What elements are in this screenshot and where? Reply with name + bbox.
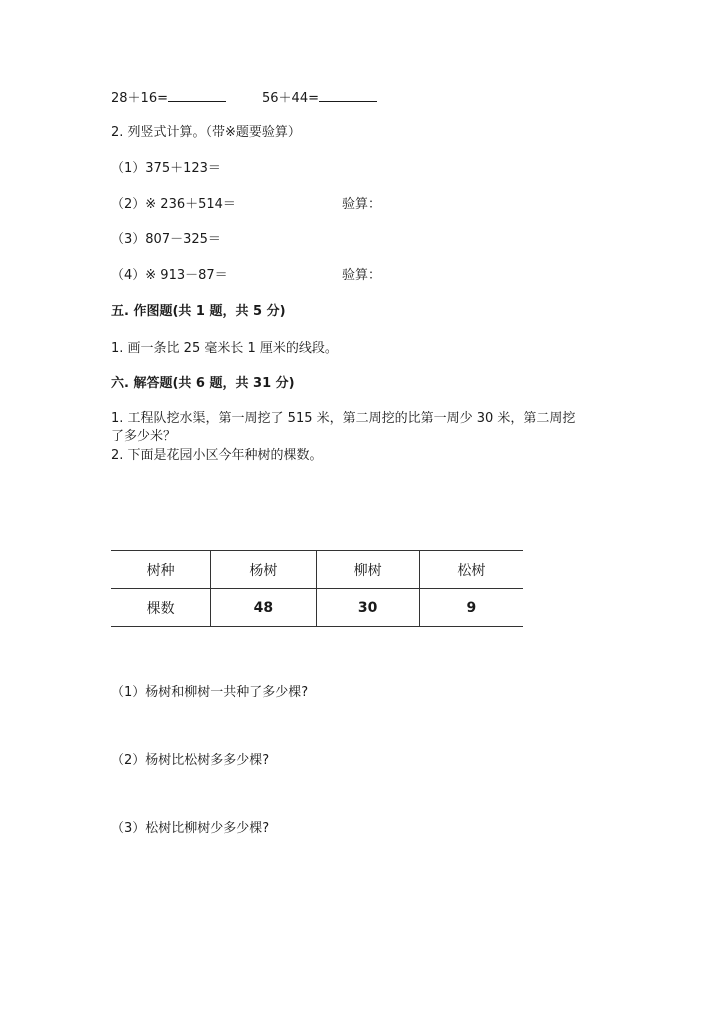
table-header-cell: 柳树 xyxy=(316,551,419,589)
table-header-cell: 杨树 xyxy=(211,551,316,589)
section-5-title: 五. 作图题(共 1 题，共 5 分) xyxy=(111,304,286,319)
tree-count-table xyxy=(111,550,523,627)
vertical-calc-title: 2. 列竖式计算。（带※题要验算） xyxy=(111,125,301,140)
sub-question-1: （1）杨树和柳树一共种了多少棵? xyxy=(111,685,309,700)
check-label-2: 验算： xyxy=(342,197,382,212)
vertical-item-4: （4）※ 913－87＝ xyxy=(111,268,228,283)
answer-blank-2[interactable] xyxy=(319,89,377,102)
oral-item-1: 28＋16= xyxy=(111,91,168,106)
table-row-label: 棵数 xyxy=(111,589,211,627)
oral-calc-row xyxy=(111,89,226,108)
table-header-cell: 松树 xyxy=(419,551,523,589)
answer-blank-1[interactable] xyxy=(168,89,226,102)
table-header-cell: 树种 xyxy=(111,551,211,589)
table-cell: 9 xyxy=(419,589,523,627)
section-6-question-2: 2. 下面是花园小区今年种树的棵数。 xyxy=(111,448,323,463)
sub-question-3: （3）松树比柳树少多少棵? xyxy=(111,821,270,836)
section-5-question-1: 1. 画一条比 25 毫米长 1 厘米的线段。 xyxy=(111,341,338,356)
oral-item-2: 56＋44= xyxy=(262,91,319,106)
vertical-item-3: （3）807－325＝ xyxy=(111,232,221,247)
table-cell: 48 xyxy=(211,589,316,627)
table-header-row xyxy=(111,551,523,589)
section-6-title: 六. 解答题(共 6 题，共 31 分) xyxy=(111,376,295,391)
section-6-question-1-line-1: 1. 工程队挖水渠，第一周挖了 515 米，第二周挖的比第一周少 30 米，第二周挖 xyxy=(111,411,576,426)
oral-calc-row-2 xyxy=(262,89,377,108)
table-row xyxy=(111,589,523,627)
sub-question-2: （2）杨树比松树多多少棵? xyxy=(111,753,270,768)
check-label-4: 验算： xyxy=(342,268,382,283)
vertical-item-1: （1）375＋123＝ xyxy=(111,161,221,176)
vertical-item-2: （2）※ 236＋514＝ xyxy=(111,197,236,212)
table-cell: 30 xyxy=(316,589,419,627)
section-6-question-1-line-2: 了多少米？ xyxy=(111,429,177,444)
